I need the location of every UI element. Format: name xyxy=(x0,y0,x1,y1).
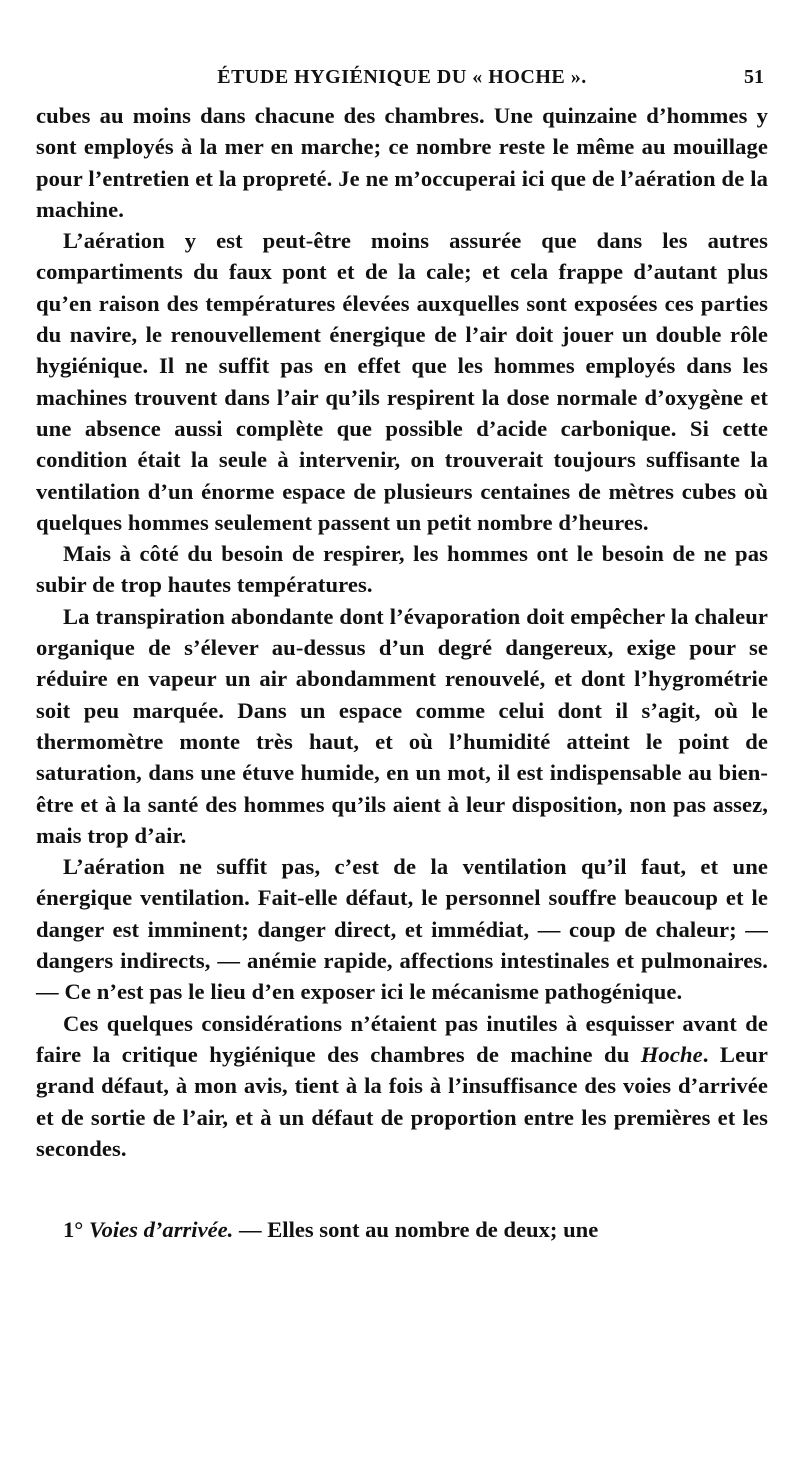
section-number: 1° xyxy=(63,1217,84,1243)
paragraph-6 xyxy=(36,1008,768,1164)
page-header xyxy=(36,66,768,100)
page xyxy=(36,66,768,1245)
paragraph-1: cubes au moins dans chacune des chambres. Une quinzaine d’hommes y sont employés à la mer en marche; ce nombre reste le même au mouillage pour l’entretien et la propreté. Je ne m’occuperai ici que de l’aération de la machine. xyxy=(36,103,768,222)
paragraph-3: Mais à côté du besoin de respirer, les hommes ont le besoin de ne pas subir de trop hautes températures. xyxy=(36,541,768,598)
running-title: ÉTUDE HYGIÉNIQUE DU « HOCHE ». xyxy=(217,66,587,88)
page-number: 51 xyxy=(744,66,764,88)
section-heading xyxy=(36,1214,768,1245)
section-text: — Elles sont au nombre de deux; une xyxy=(233,1217,599,1243)
ship-name: Hoche xyxy=(640,1041,703,1067)
paragraph-4: La transpiration abondante dont l’évaporation doit empêcher la chaleur organique de s’élever au-dessus d’un degré dangereux, exige pour se réduire en vapeur un air abondamment renouvelé, et dont l’hygrométrie soit peu marquée. Dans un espace comme celui dont il s’agit, où le thermomètre monte très haut, et où l’humidité atteint le point de saturation, dans une étuve humide, en un mot, il est indispensable au bien-être et à la santé des hommes qu’ils aient à leur disposition, non pas assez, mais trop d’air. xyxy=(36,603,768,848)
paragraph-2: L’aération y est peut-être moins assurée que dans les autres compartiments du faux pont et de la cale; et cela frappe d’autant plus qu’en raison des températures élevées auxquelles sont exposées ces parties du navire, le renouvellement énergique de l’air doit jouer un double rôle hygiénique. Il ne suffit pas en effet que les hommes employés dans les machines trouvent dans l’air qu’ils respirent la dose normale d’oxygène et une absence aussi complète que possible d’acide carbonique. Si cette condition était la seule à intervenir, on trouverait toujours suffisante la ventilation d’un énorme espace de plusieurs centaines de mètres cubes où quelques hommes seulement passent un petit nombre d’heures. xyxy=(36,228,768,535)
paragraph-5: L’aération ne suffit pas, c’est de la ventilation qu’il faut, et une énergique ventilation. Fait-elle défaut, le personnel souffre beaucoup et le danger est imminent; danger direct, et immédiat, — coup de chaleur; — dangers indirects, — anémie rapide, affections intestinales et pulmonaires. — Ce n’est pas le lieu d’en exposer ici le mécanisme pathogénique. xyxy=(36,854,768,1005)
paragraph-6-start: Ces quelques considérations n’étaient pas inutiles à esquisser avant de faire la critique hygiénique des chambres de machine du xyxy=(36,1010,768,1067)
section-title: Voies d’arrivée. xyxy=(89,1217,234,1243)
paragraph-6-end: . Leur grand défaut, à mon avis, tient à la fois à l’insuffisance des voies d’arrivée et de sortie de l’air, et à un défaut de proportion entre les premières et les secondes. xyxy=(36,1041,768,1161)
body-text xyxy=(36,100,768,1164)
